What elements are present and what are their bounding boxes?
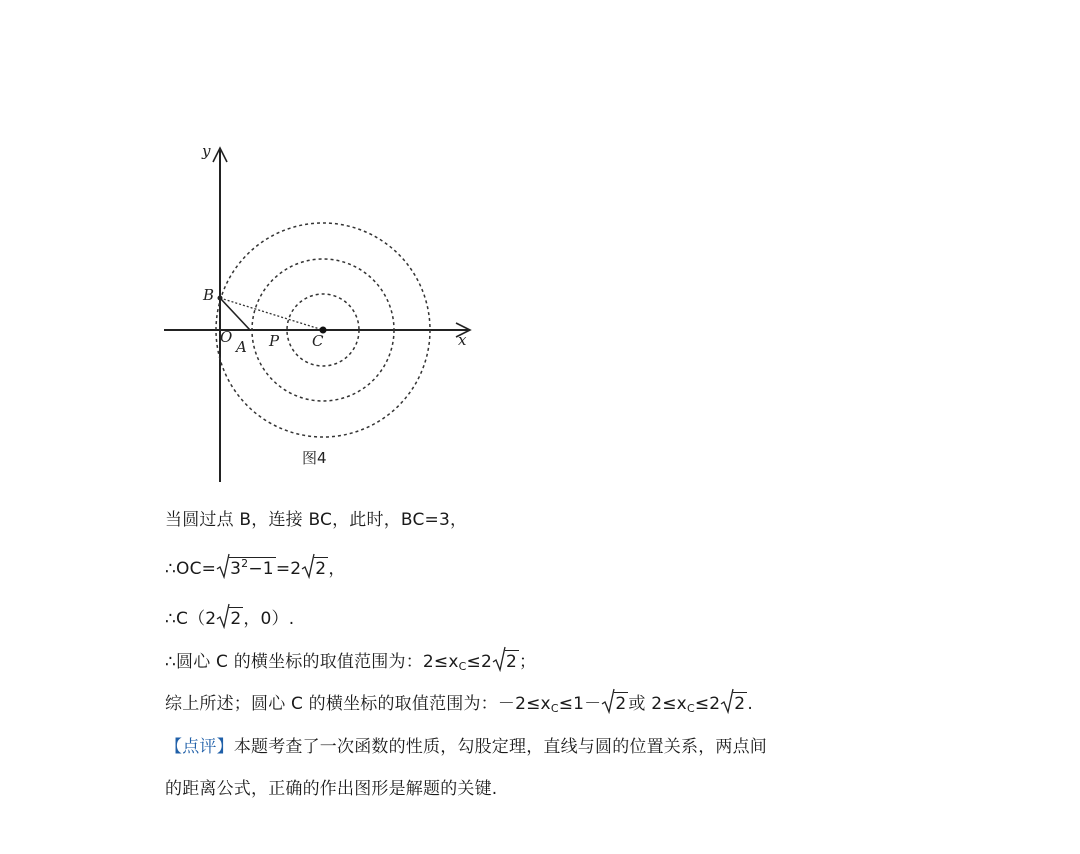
line1-text: 当圆过点 B，连接 BC，此时，BC=3， bbox=[165, 510, 468, 530]
line5-mid2: 或 2≤x bbox=[628, 694, 687, 714]
geometry-figure bbox=[150, 130, 490, 490]
line5-end: . bbox=[747, 694, 753, 714]
label-a: A bbox=[236, 338, 247, 356]
line2-end: ， bbox=[328, 559, 346, 579]
radical-sign-icon bbox=[720, 688, 734, 714]
line2-prefix: ∴OC= bbox=[165, 559, 217, 579]
subscript-c: C bbox=[550, 702, 559, 715]
coordinate-diagram bbox=[150, 130, 490, 490]
radical-sign-icon bbox=[601, 688, 615, 714]
text-line-5 bbox=[165, 692, 753, 716]
root-exponent: 2 bbox=[241, 557, 249, 570]
segment-ab bbox=[220, 298, 250, 330]
line5-mid3: ≤2 bbox=[694, 694, 721, 714]
radical-sign-icon bbox=[492, 646, 506, 672]
line4-mid: ≤2 bbox=[466, 652, 492, 672]
line5-prefix: 综上所述；圆心 C 的横坐标的取值范围为：－2≤x bbox=[165, 694, 551, 714]
text-line-7 bbox=[165, 777, 497, 801]
label-b: B bbox=[203, 286, 215, 304]
comment-text: 本题考查了一次函数的性质，勾股定理，直线与圆的位置关系，两点间 bbox=[233, 737, 768, 757]
line3-prefix: ∴C（2 bbox=[165, 609, 217, 629]
line2-eq: =2 bbox=[275, 559, 302, 579]
text-line-1 bbox=[165, 508, 467, 532]
point-b-dot bbox=[218, 296, 223, 301]
x-axis-label: x bbox=[458, 331, 467, 349]
root-value: 2 bbox=[230, 609, 242, 629]
sqrt-expression bbox=[601, 692, 628, 716]
line7-text: 的距离公式，正确的作出图形是解题的关键. bbox=[165, 779, 498, 799]
text-line-3 bbox=[165, 607, 294, 631]
sqrt-expression bbox=[720, 692, 747, 716]
subscript-c: C bbox=[458, 660, 467, 673]
radical-sign-icon bbox=[216, 553, 230, 579]
line4-end: ； bbox=[519, 652, 537, 672]
sqrt-expression bbox=[492, 650, 519, 674]
text-line-2 bbox=[165, 557, 346, 581]
radical-sign-icon bbox=[216, 603, 230, 629]
y-axis-label: y bbox=[202, 142, 211, 160]
label-c: C bbox=[312, 332, 324, 350]
figure-caption: 图4 bbox=[302, 449, 327, 467]
radical-sign-icon bbox=[301, 553, 315, 579]
line3-end: ，0）. bbox=[243, 609, 295, 629]
subscript-c: C bbox=[686, 702, 695, 715]
root-base: 3 bbox=[230, 559, 242, 579]
comment-tag: 【点评】 bbox=[165, 737, 234, 757]
text-line-6 bbox=[165, 735, 767, 759]
label-p: P bbox=[269, 332, 280, 350]
line4-prefix: ∴圆心 C 的横坐标的取值范围为：2≤x bbox=[165, 652, 459, 672]
root-value: 2 bbox=[315, 559, 327, 579]
sqrt-expression bbox=[216, 607, 243, 631]
text-line-4 bbox=[165, 650, 536, 674]
root-value: 2 bbox=[734, 694, 746, 714]
label-o: O bbox=[220, 328, 233, 346]
line5-mid1: ≤1－ bbox=[558, 694, 602, 714]
root-value: 2 bbox=[505, 652, 518, 672]
root-value: 2 bbox=[615, 694, 627, 714]
root-tail: −1 bbox=[248, 559, 274, 579]
sqrt-expression bbox=[301, 557, 328, 581]
sqrt-expression bbox=[216, 557, 276, 581]
